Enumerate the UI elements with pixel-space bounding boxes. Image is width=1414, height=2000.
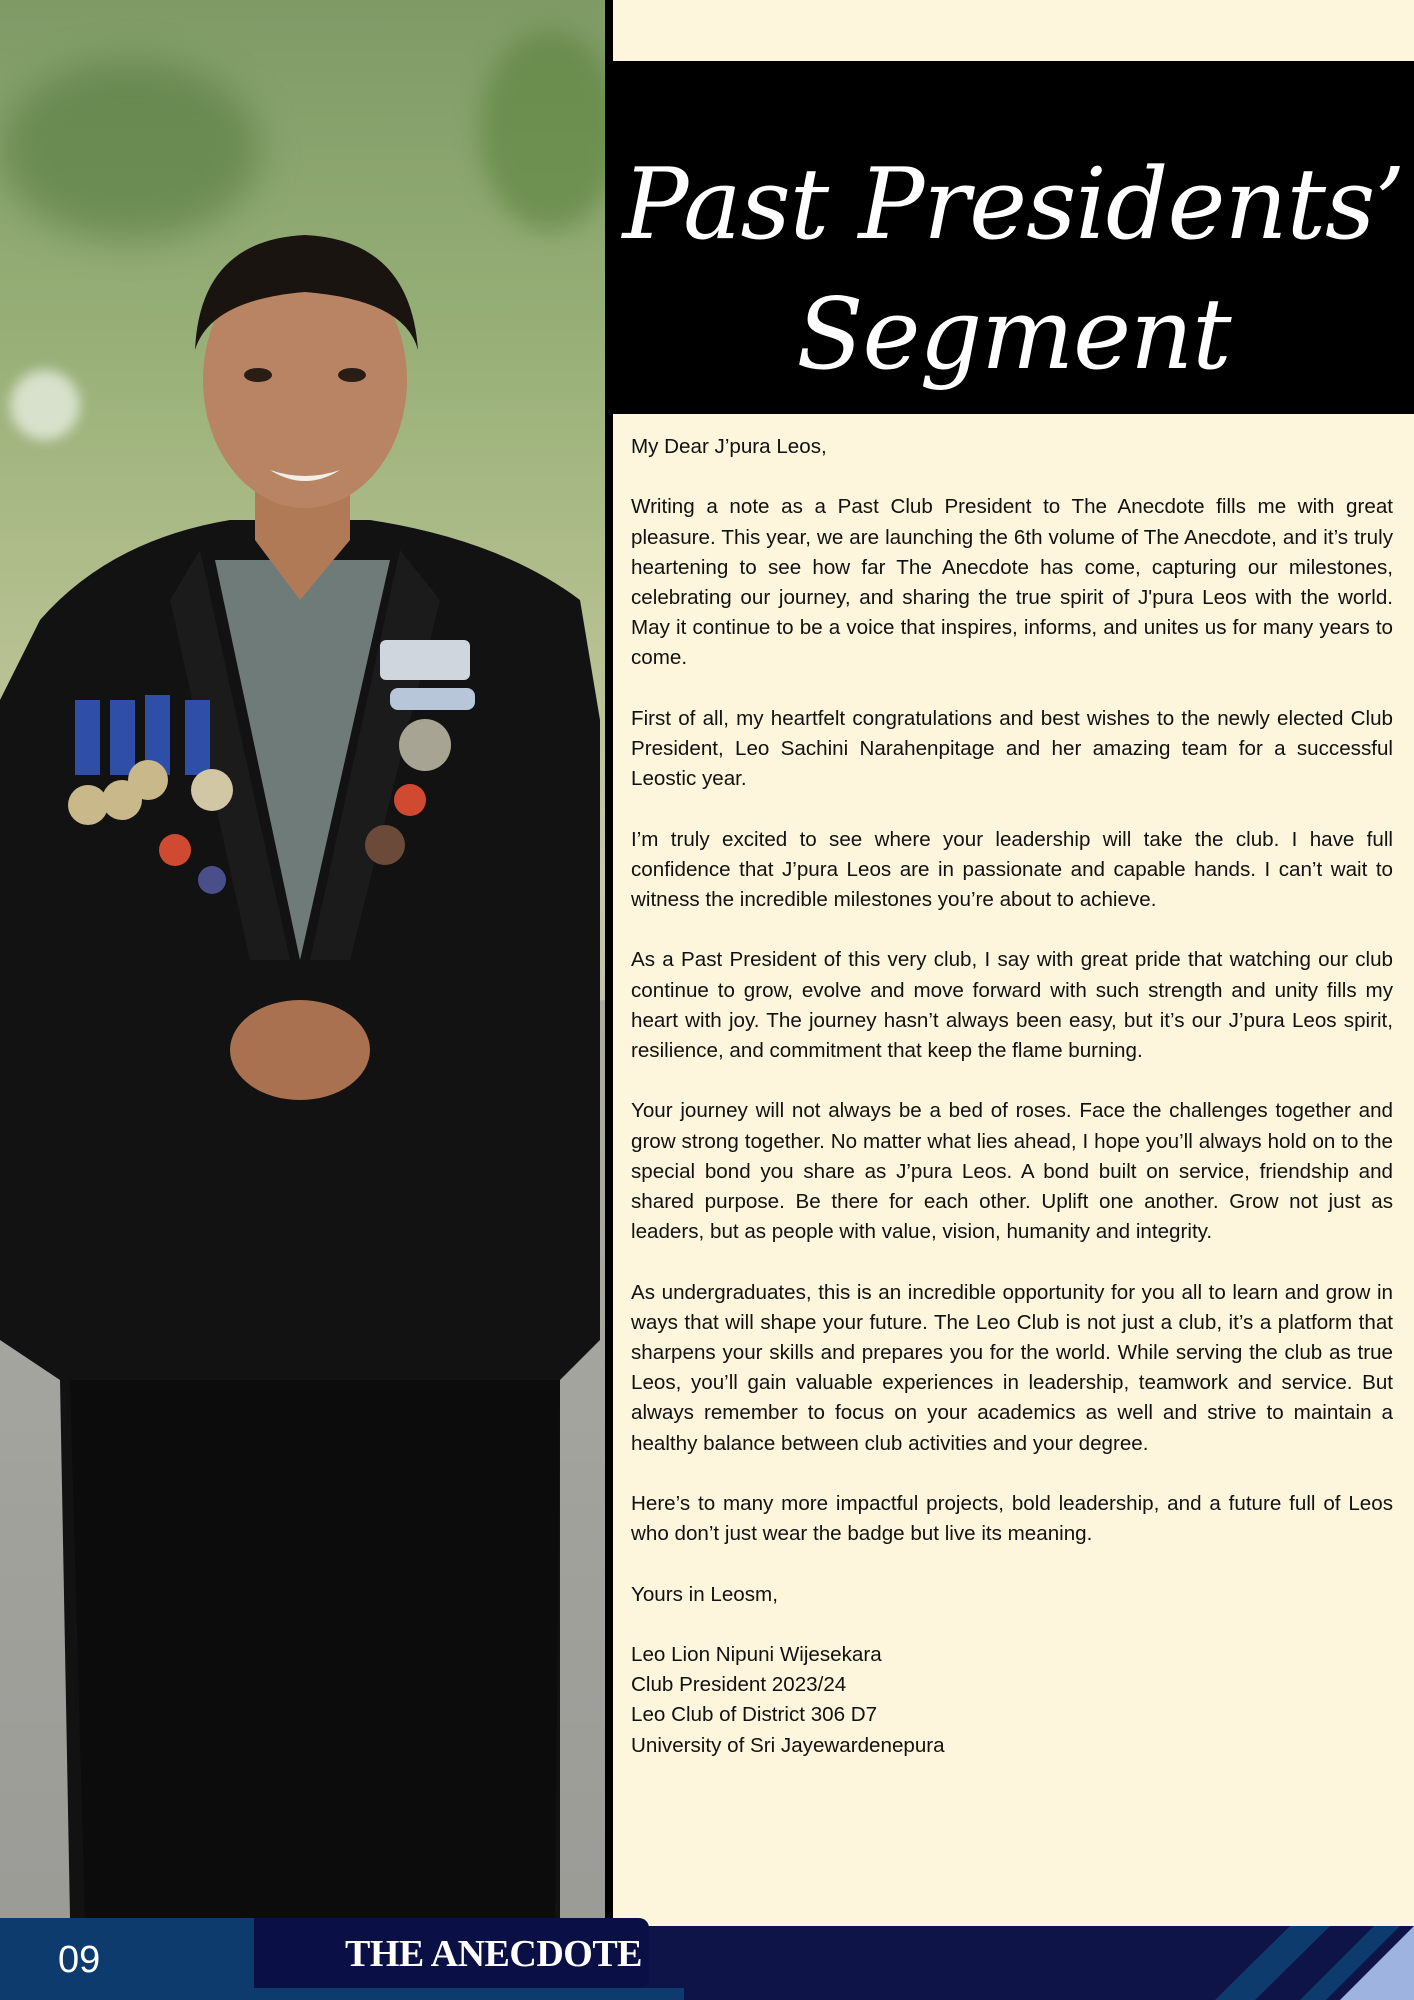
- letter-paragraph: Writing a note as a Past Club President to The Anecdote fills me with great pleasure. This year, we are launching the 6th volume of The Anecdote, and it’s truly heartening to see how far The Anecdote has come, capturing our milestones, celebrating our journey, and sharing the true spirit of J'pura Leos with the world. May it continue to be a voice that inspires, informs, and unites us for many years to come.: [631, 495, 1393, 670]
- segment-title-line1: Past Presidents’: [622, 148, 1405, 262]
- letter-paragraph: Here’s to many more impactful projects, bold leadership, and a future full of Leos who don’t just wear the badge but live its meaning.: [631, 1492, 1393, 1546]
- letter-paragraph: As undergraduates, this is an incredible opportunity for you all to learn and grow in ways that will shape your future. The Leo Club is not just a club, it’s a platform that sharpens your skills and prepares you for the world. While serving the club as true Leos, you’ll gain valuable experiences in leadership, teamwork and service. But always remember to focus on your academics as well and strive to maintain a healthy balance between club activities and your degree.: [631, 1280, 1393, 1455]
- letter-closing: Yours in Leosm,: [631, 1582, 778, 1606]
- signature-university: University of Sri Jayewardenepura: [631, 1733, 945, 1757]
- signature-club: Leo Club of District 306 D7: [631, 1703, 878, 1727]
- page-number: 09: [58, 1939, 101, 1981]
- letter-paragraph: Your journey will not always be a bed of roses. Face the challenges together and grow strong together. No matter what lies ahead, I hope you’ll always hold on to the special bond you share as J’pura Leos. A bond built on service, friendship and shared purpose. Be there for each other. Uplift one another. Grow not just as leaders, but as people with value, vision, humanity and integrity.: [631, 1099, 1393, 1244]
- signature-role: Club President 2023/24: [631, 1673, 847, 1697]
- letter-paragraph: I’m truly excited to see where your leadership will take the club. I have full confidence that J’pura Leos are in passionate and capable hands. I can’t wait to witness the incredible milestones you’re about to achieve.: [631, 827, 1393, 911]
- letter-paragraph: First of all, my heartfelt congratulations and best wishes to the newly elected Club President, Leo Sachini Narahenpitage and her amazing team for a successful Leostic year.: [631, 706, 1393, 791]
- letter-body: [631, 432, 1393, 1761]
- signature-block: [631, 1640, 1393, 1761]
- magazine-brand: THE ANECDOTE: [345, 1933, 643, 1975]
- portrait-photo: [0, 0, 605, 1918]
- page-footer: [0, 1918, 1414, 2000]
- panel-divider: [605, 0, 613, 1918]
- letter-greeting: My Dear J’pura Leos,: [631, 435, 827, 458]
- signature-name: Leo Lion Nipuni Wijesekara: [631, 1642, 882, 1666]
- portrait-figure: [0, 0, 605, 1918]
- footer-stripes-decoration: [0, 1918, 1414, 2000]
- letter-paragraph: As a Past President of this very club, I say with great pride that watching our club continue to grow, evolve and move forward with such strength and unity fills my heart with joy. The journey hasn’t always been easy, but it’s our J’pura Leos spirit, resilience, and commitment that keep the flame burning.: [631, 948, 1393, 1062]
- segment-title-line2: Segment: [796, 278, 1231, 392]
- segment-title-block: [613, 61, 1414, 414]
